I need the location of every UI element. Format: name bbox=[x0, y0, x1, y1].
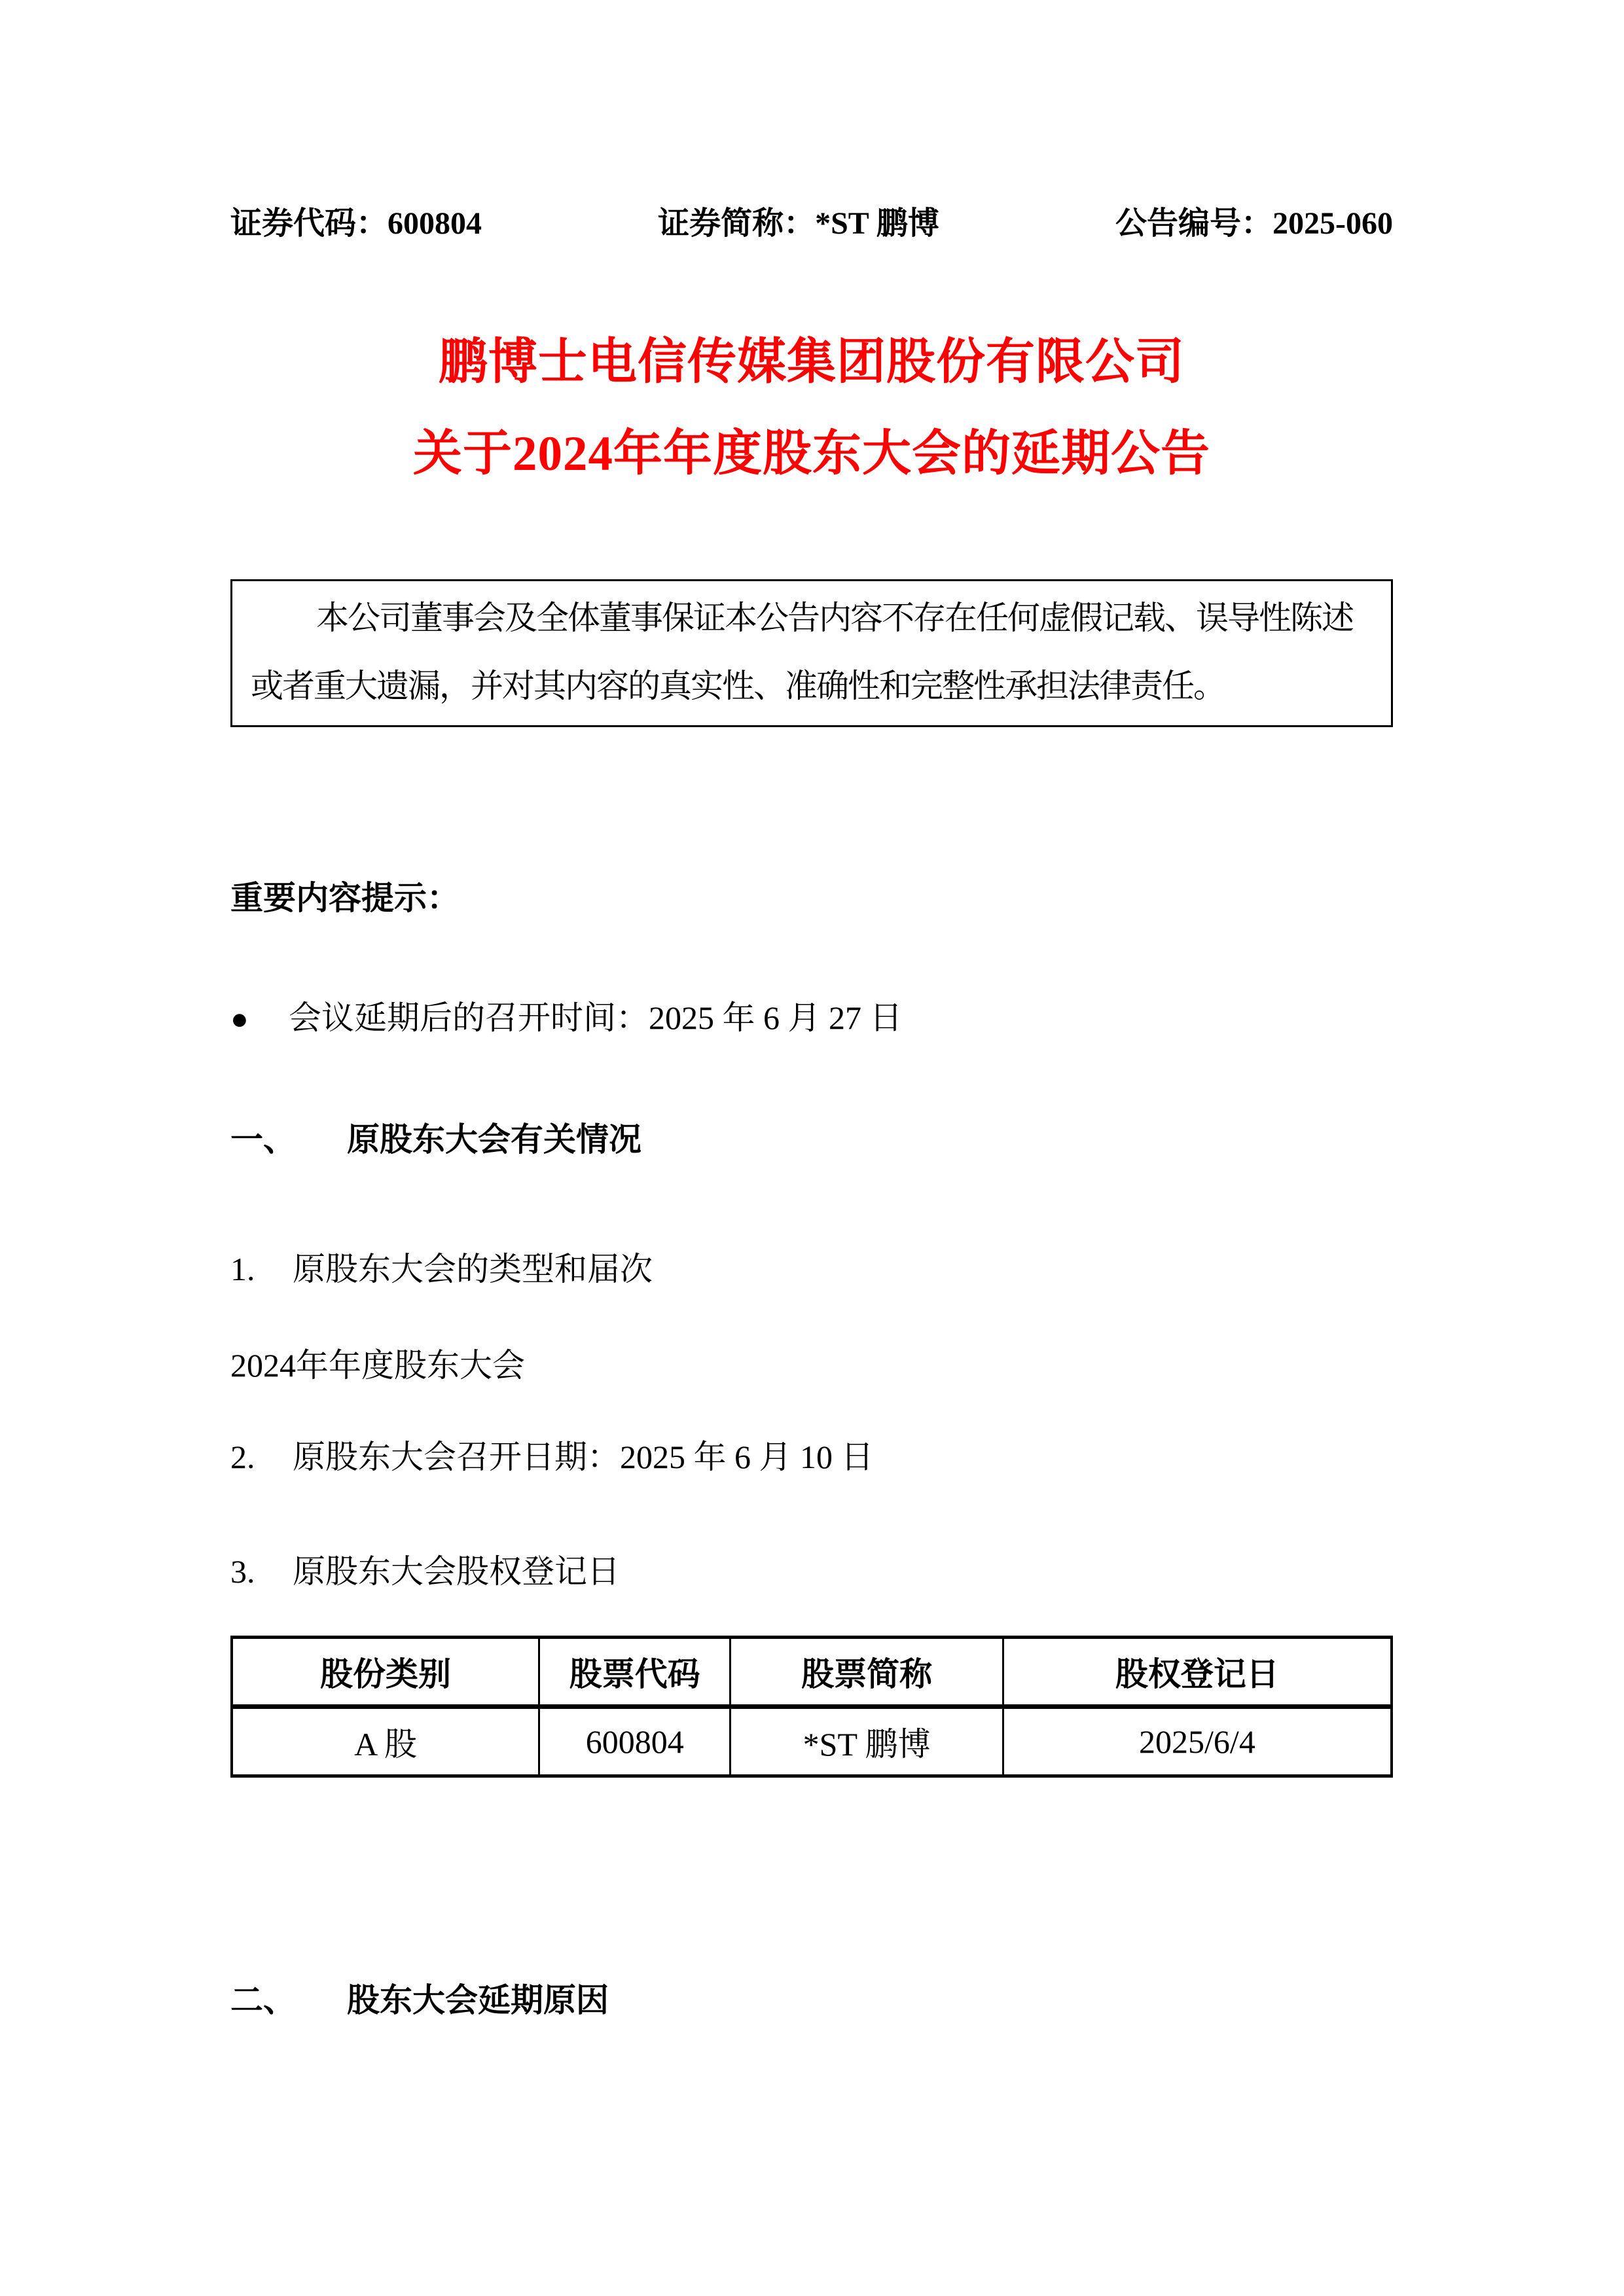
stock-abbr-label: 证券简称：*ST 鹏博 bbox=[658, 206, 939, 241]
list-item-1-text: 原股东大会的类型和届次 bbox=[293, 1251, 653, 1287]
stock-code-label: 证券代码：600804 bbox=[230, 206, 482, 241]
table-cell-share-class: A 股 bbox=[232, 1707, 539, 1776]
list-item-1-number: 1. bbox=[230, 1251, 255, 1287]
meeting-session-text: 2024年年度股东大会 bbox=[230, 1347, 525, 1384]
table-cell-stock-abbr: *ST 鹏博 bbox=[731, 1707, 1003, 1776]
table-header-record-date: 股权登记日 bbox=[1003, 1638, 1392, 1707]
table-header-share-class: 股份类别 bbox=[232, 1638, 539, 1707]
table-cell-record-date: 2025/6/4 bbox=[1003, 1707, 1392, 1776]
section-2-number: 二、 bbox=[230, 1982, 296, 2018]
table-row bbox=[232, 1707, 1392, 1776]
section-1-heading bbox=[230, 1119, 1393, 1160]
table-cell-stock-code: 600804 bbox=[539, 1707, 731, 1776]
table-header-stock-abbr: 股票简称 bbox=[731, 1638, 1003, 1707]
disclaimer-box bbox=[230, 579, 1393, 727]
list-item-3-number: 3. bbox=[230, 1553, 255, 1590]
meeting-time-text: 会议延期后的召开时间：2025 年 6 月 27 日 bbox=[289, 999, 903, 1036]
meeting-time-bullet-item bbox=[230, 997, 1393, 1039]
section-2-title: 股东大会延期原因 bbox=[347, 1982, 609, 2018]
table-header-row bbox=[232, 1638, 1392, 1707]
disclaimer-line-1: 本公司董事会及全体董事保证本公告内容不存在任何虚假记载、误导性陈述 bbox=[316, 600, 1353, 636]
bullet-icon: ● bbox=[230, 1002, 249, 1035]
section-1-number: 一、 bbox=[230, 1121, 296, 1158]
record-date-table bbox=[230, 1636, 1393, 1778]
section-1-title: 原股东大会有关情况 bbox=[347, 1121, 641, 1158]
list-item-2-text: 原股东大会召开日期：2025 年 6 月 10 日 bbox=[293, 1439, 874, 1475]
disclaimer-line-2: 或者重大遗漏，并对其内容的真实性、准确性和完整性承担法律责任。 bbox=[251, 668, 1225, 704]
list-item-3 bbox=[230, 1551, 1393, 1592]
announcement-no-label: 公告编号：2025-060 bbox=[1115, 206, 1393, 241]
list-item-1 bbox=[230, 1249, 1393, 1289]
list-item-3-text: 原股东大会股权登记日 bbox=[293, 1553, 620, 1590]
announcement-title: 关于2024年年度股东大会的延期公告 bbox=[412, 427, 1210, 481]
doc-header bbox=[230, 204, 1393, 243]
list-item-2-number: 2. bbox=[230, 1439, 255, 1475]
section-2-heading bbox=[230, 1980, 1393, 2020]
important-notice-heading: 重要内容提示： bbox=[230, 880, 460, 916]
company-name-title: 鹏博士电信传媒集团股份有限公司 bbox=[438, 335, 1185, 389]
list-item-2 bbox=[230, 1437, 1393, 1477]
table-header-stock-code: 股票代码 bbox=[539, 1638, 731, 1707]
